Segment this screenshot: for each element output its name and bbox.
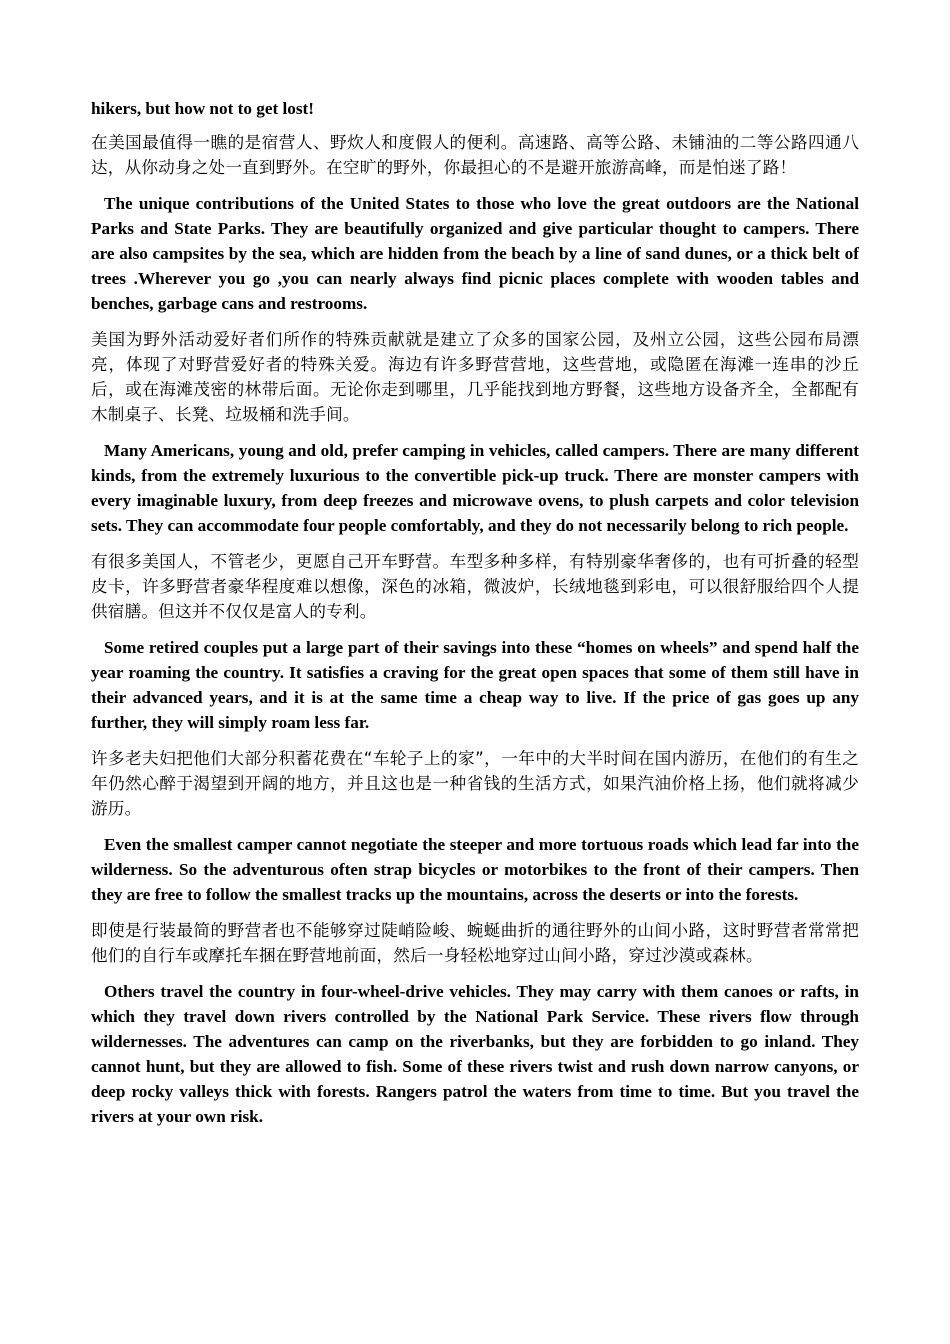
paragraph-en: The unique contributions of the United States to those who love the great outdoors are the National Parks and State Parks. They are beautifully organized and give particular thought to campers. There are also campsites by the sea, which are hidden from the beach by a line of sand dunes, or a thick belt of trees .Wherever you go ,you can nearly always find picnic places complete with wooden tables and benches, garbage cans and restrooms. bbox=[91, 194, 859, 313]
paragraph-en: Even the smallest camper cannot negotiate the steeper and more tortuous roads which lead far into the wilderness. So the adventurous often strap bicycles or motorbikes to the front of their campers. Then they are free to follow the smallest tracks up the mountains, across the deserts or into the forests. bbox=[91, 835, 859, 904]
paragraph-en: Others travel the country in four-wheel-drive vehicles. They may carry with them canoes or rafts, in which they travel down rivers controlled by the National Park Service. These rivers flow through wildernesses. The adventures can camp on the riverbanks, but they are forbidden to go inland. They cannot hunt, but they are allowed to fish. Some of these rivers twist and rush down narrow canyons, or deep rocky valleys thick with forests. Rangers patrol the waters from time to time. But you travel the rivers at your own risk. bbox=[91, 982, 859, 1126]
paragraph-zh: 有很多美国人，不管老少，更愿自己开车野营。车型多种多样，有特别豪华奢侈的，也有可折叠的轻型皮卡，许多野营者豪华程度难以想像，深色的冰箱，微波炉，长绒地毯到彩电，可以很舒服给四个人提供宿膳。但这并不仅仅是富人的专利。 bbox=[91, 552, 859, 621]
paragraph-zh: 即使是行装最简的野营者也不能够穿过陡峭险峻、蜿蜒曲折的通往野外的山间小路，这时野营者常常把他们的自行车或摩托车捆在野营地前面，然后一身轻松地穿过山间小路，穿过沙漠或森林。 bbox=[91, 921, 859, 965]
paragraph-zh: 美国为野外活动爱好者们所作的特殊贡献就是建立了众多的国家公园，及州立公园，这些公园布局漂亮，体现了对野营爱好者的特殊关爱。海边有许多野营营地，这些营地，或隐匿在海滩一连串的沙丘后，或在海滩茂密的林带后面。无论你走到哪里，几乎能找到地方野餐，这些地方设备齐全，全都配有木制桌子、长凳、垃圾桶和洗手间。 bbox=[91, 330, 859, 424]
document-page bbox=[91, 96, 859, 1140]
paragraph-zh: 在美国最值得一瞧的是宿营人、野炊人和度假人的便利。高速路、高等公路、未铺油的二等公路四通八达，从你动身之处一直到野外。在空旷的野外，你最担心的不是避开旅游高峰，而是怕迷了路！ bbox=[91, 133, 859, 177]
paragraph-en: Many Americans, young and old, prefer camping in vehicles, called campers. There are many different kinds, from the extremely luxurious to the convertible pick-up truck. There are monster campers with every imaginable luxury, from deep freezes and microwave ovens, to plush carpets and color television sets. They can accommodate four people comfortably, and they do not necessarily belong to rich people. bbox=[91, 441, 859, 535]
paragraph-en: hikers, but how not to get lost! bbox=[91, 99, 314, 118]
paragraph-en: Some retired couples put a large part of their savings into these “homes on wheels” and spend half the year roaming the country. It satisfies a craving for the great open spaces that some of them still have in their advanced years, and it is at the same time a cheap way to live. If the price of gas goes up any further, they will simply roam less far. bbox=[91, 638, 859, 732]
paragraph-zh: 许多老夫妇把他们大部分积蓄花费在“车轮子上的家”，一年中的大半时间在国内游历，在他们的有生之年仍然心醉于渴望到开阔的地方，并且这也是一种省钱的生活方式，如果汽油价格上扬，他们就将减少游历。 bbox=[91, 749, 859, 818]
